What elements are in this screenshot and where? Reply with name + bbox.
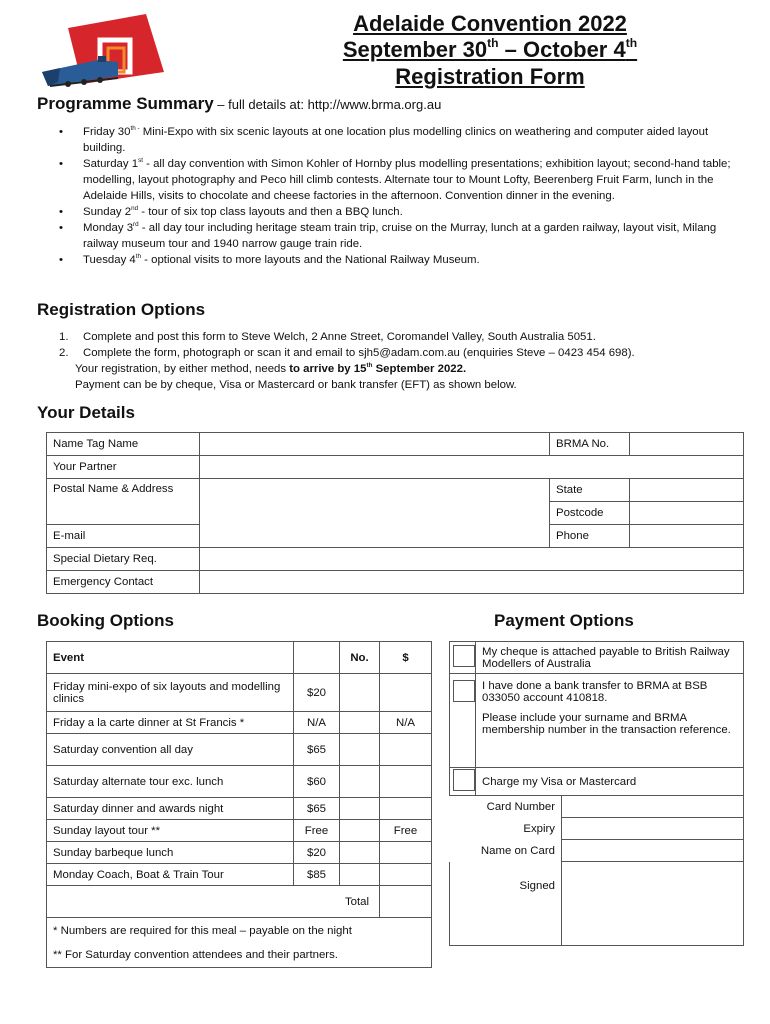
list-item: • Tuesday 4th - optional visits to more layouts and the National Railway Museum. xyxy=(37,252,749,268)
qty-field[interactable] xyxy=(340,842,380,864)
expiry-label: Expiry xyxy=(523,822,555,835)
details-table xyxy=(46,432,744,594)
phone-field[interactable] xyxy=(630,525,744,548)
price-cell: $65 xyxy=(294,734,340,766)
bank-checkbox[interactable] xyxy=(453,680,475,702)
expiry-field[interactable] xyxy=(562,818,744,840)
total-cell[interactable] xyxy=(380,798,432,820)
table-row xyxy=(47,842,432,864)
booking-notes xyxy=(47,918,432,968)
col-no-header: No. xyxy=(340,642,380,674)
bank-cell xyxy=(450,674,476,768)
brma-no-label: BRMA No. xyxy=(550,433,630,456)
cheque-label: My cheque is attached payable to British Railway Modellers of Australia xyxy=(476,642,744,674)
phone-label: Phone xyxy=(550,525,630,548)
card-checkbox[interactable] xyxy=(453,769,475,791)
name-on-card-label: Name on Card xyxy=(480,844,555,857)
qty-field[interactable] xyxy=(340,820,380,842)
total-cell[interactable] xyxy=(380,766,432,798)
list-item: • Sunday 2nd - tour of six top class layouts and then a BBQ lunch. xyxy=(37,204,749,220)
dietary-field[interactable] xyxy=(200,548,744,571)
event-cell: Monday Coach, Boat & Train Tour xyxy=(47,864,294,886)
partner-field[interactable] xyxy=(200,456,744,479)
registration-deadline: Your registration, by either method, needs to arrive by 15th September 2022. Payment can be by cheque, Visa or Mastercard or bank transfer (EFT) as shown below. xyxy=(75,361,755,393)
table-row xyxy=(47,712,432,734)
postal-field[interactable] xyxy=(200,479,550,548)
total-cell: Free xyxy=(380,820,432,842)
price-cell: N/A xyxy=(294,712,340,734)
title-line3: Registration Form xyxy=(395,64,585,89)
list-item: • Saturday 1st - all day convention with Simon Kohler of Hornby plus modelling presentations; exhibition layout; second-hand table; modelling, layout photography and Peco hill climb contests. Alternate tour to Mount Lofty, Beerenberg Fruit Farm, lunch in the Adelaide Hills, visits to chocolate and cheese factories in the afternoon. Convention dinner in the evening. xyxy=(37,156,749,204)
programme-url: – full details at: http://www.brma.org.au xyxy=(213,97,442,112)
col-blank-header xyxy=(294,642,340,674)
bank-reference-note: Please include your surname and BRMA membership number in the transaction reference. xyxy=(482,712,731,736)
brma-logo xyxy=(38,10,170,92)
price-cell: Free xyxy=(294,820,340,842)
qty-field[interactable] xyxy=(340,712,380,734)
list-item: • Friday $30^{th -}$ Mini-Expo with six scenic layouts at one location plus modelling clinics on weathering and computer aided layout building. xyxy=(37,124,749,156)
table-row xyxy=(47,766,432,798)
title-line1: Adelaide Convention 2022 xyxy=(353,11,627,36)
emergency-label: Emergency Contact xyxy=(47,571,200,594)
registration-list xyxy=(37,329,749,361)
qty-field[interactable] xyxy=(340,734,380,766)
state-label: State xyxy=(550,479,630,502)
brma-no-field[interactable] xyxy=(630,433,744,456)
note-sunday: ** For Saturday convention attendees and their partners. xyxy=(53,949,338,961)
cheque-cell xyxy=(450,642,476,674)
qty-field[interactable] xyxy=(340,766,380,798)
total-cell[interactable] xyxy=(380,674,432,712)
registration-heading: Registration Options xyxy=(37,300,206,319)
list-item: • Monday 3rd - all day tour including heritage steam train trip, cruise on the Murray, lunch at a garden railway, layout visit, Milang railway museum tour and 1940 narrow gauge train ride. xyxy=(37,220,749,252)
emergency-field[interactable] xyxy=(200,571,744,594)
total-cell[interactable] xyxy=(380,734,432,766)
bank-label: I have done a bank transfer to BRMA at BSB 033050 account 410818. Please include your surname and BRMA membership number in the transaction reference. xyxy=(476,674,744,768)
note-meal: * Numbers are required for this meal – payable on the night xyxy=(53,925,352,937)
table-row xyxy=(47,734,432,766)
total-field[interactable] xyxy=(380,886,432,918)
qty-field[interactable] xyxy=(340,674,380,712)
event-cell: Friday a la carte dinner at St Francis * xyxy=(47,712,294,734)
total-label: Total xyxy=(47,886,380,918)
signed-label: Signed xyxy=(450,862,562,946)
email-label: E-mail xyxy=(47,525,200,548)
table-row xyxy=(47,798,432,820)
total-cell[interactable] xyxy=(380,864,432,886)
title-line2: September 30th – October 4th xyxy=(342,36,638,62)
postal-label: Postal Name & Address xyxy=(47,479,200,525)
card-cell xyxy=(450,768,476,796)
total-cell[interactable] xyxy=(380,842,432,864)
payment-note: Payment can be by cheque, Visa or Mastercard or bank transfer (EFT) as shown below. xyxy=(75,379,517,391)
event-cell: Friday mini-expo of six layouts and modelling clinics xyxy=(47,674,294,712)
postcode-label: Postcode xyxy=(550,502,630,525)
total-row xyxy=(47,886,432,918)
payment-heading: Payment Options xyxy=(494,611,634,630)
price-cell: $60 xyxy=(294,766,340,798)
dietary-label: Special Dietary Req. xyxy=(47,548,200,571)
price-cell: $20 xyxy=(294,674,340,712)
programme-heading: Programme Summary – full details at: http://www.brma.org.au xyxy=(37,94,442,113)
details-heading: Your Details xyxy=(37,403,135,422)
price-cell: $65 xyxy=(294,798,340,820)
total-cell: N/A xyxy=(380,712,432,734)
price-cell: $85 xyxy=(294,864,340,886)
payment-table xyxy=(449,641,744,946)
name-on-card-field[interactable] xyxy=(562,840,744,862)
table-row xyxy=(47,674,432,712)
name-tag-field[interactable] xyxy=(200,433,550,456)
event-cell: Sunday layout tour ** xyxy=(47,820,294,842)
card-number-label: Card Number xyxy=(450,796,562,818)
booking-heading: Booking Options xyxy=(37,611,174,630)
qty-field[interactable] xyxy=(340,798,380,820)
price-cell: $20 xyxy=(294,842,340,864)
booking-table xyxy=(46,641,432,968)
partner-label: Your Partner xyxy=(47,456,200,479)
card-number-field[interactable] xyxy=(562,796,744,818)
card-label: Charge my Visa or Mastercard xyxy=(476,768,744,796)
qty-field[interactable] xyxy=(340,864,380,886)
event-cell: Saturday alternate tour exc. lunch xyxy=(47,766,294,798)
table-row xyxy=(47,820,432,842)
col-event-header: Event xyxy=(47,642,294,674)
event-cell: Saturday dinner and awards night xyxy=(47,798,294,820)
table-row xyxy=(47,864,432,886)
event-cell: Sunday barbeque lunch xyxy=(47,842,294,864)
list-item: 1. Complete and post this form to Steve Welch, 2 Anne Street, Coromandel Valley, South Australia 5051. xyxy=(59,331,596,343)
list-item: 2. Complete the form, photograph or scan it and email to sjh5@adam.com.au (enquiries Steve – 0423 454 698). xyxy=(59,347,635,359)
postcode-field[interactable] xyxy=(630,502,744,525)
state-field[interactable] xyxy=(630,479,744,502)
name-tag-label: Name Tag Name xyxy=(47,433,200,456)
programme-list xyxy=(37,124,749,268)
cheque-checkbox[interactable] xyxy=(453,645,475,667)
col-dollar-header: $ xyxy=(380,642,432,674)
signature-field[interactable] xyxy=(562,862,744,946)
event-cell: Saturday convention all day xyxy=(47,734,294,766)
